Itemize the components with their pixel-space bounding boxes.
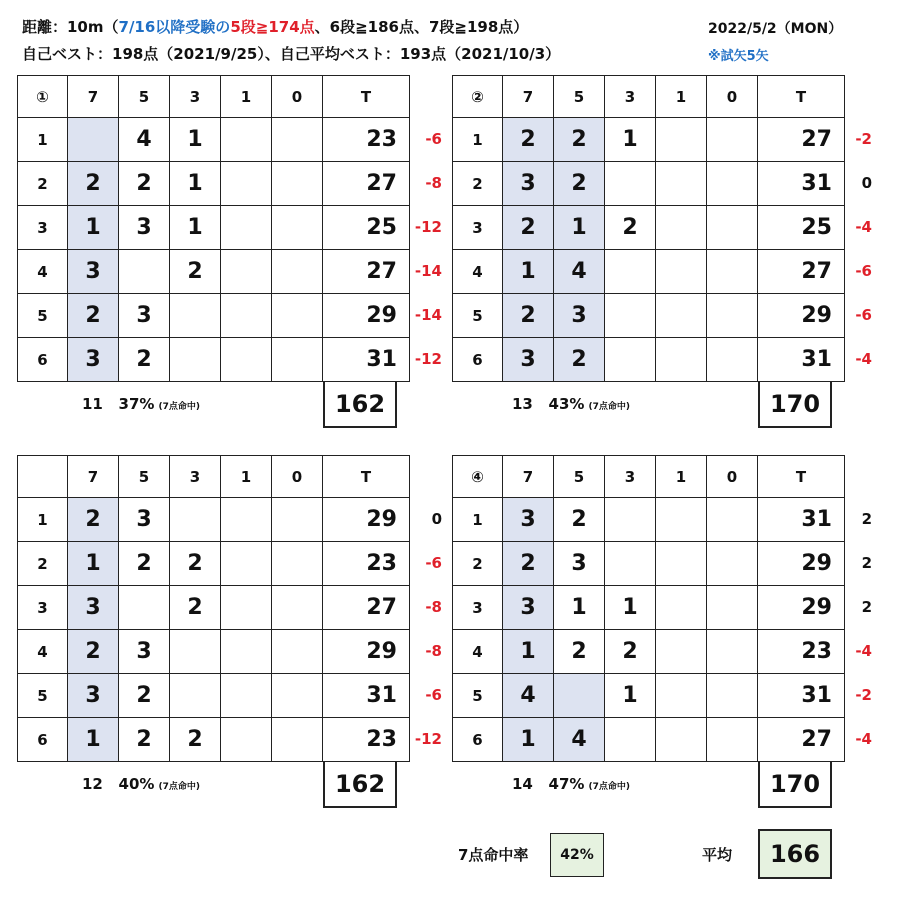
score-diff: -6 <box>425 130 442 148</box>
round-row <box>18 250 410 294</box>
round-number: 2 <box>18 162 68 206</box>
count-7: 3 <box>68 586 119 630</box>
count-3: 2 <box>605 206 656 250</box>
col-header-3: 3 <box>605 76 656 118</box>
count-5: 3 <box>119 498 170 542</box>
count-1 <box>221 294 272 338</box>
count-0 <box>707 542 758 586</box>
score-diff: -6 <box>425 554 442 572</box>
round-number: 3 <box>18 586 68 630</box>
round-total: 29 <box>758 542 845 586</box>
hit-stats <box>512 775 630 793</box>
count-0 <box>272 542 323 586</box>
score-diff: -8 <box>425 598 442 616</box>
round-row <box>18 542 410 586</box>
hit-note: (7点命中) <box>588 782 630 792</box>
count-3: 2 <box>170 542 221 586</box>
count-7: 3 <box>68 250 119 294</box>
round-number: 6 <box>18 338 68 382</box>
round-number: 3 <box>453 586 503 630</box>
count-1 <box>221 250 272 294</box>
count-5: 2 <box>119 162 170 206</box>
hit-stats <box>82 395 200 413</box>
round-total: 23 <box>323 542 410 586</box>
hit-percent: 40% <box>118 775 155 793</box>
sheet-total: 170 <box>758 762 832 808</box>
col-header-0: 0 <box>272 76 323 118</box>
score-diff: -14 <box>414 262 442 280</box>
round-total: 31 <box>758 674 845 718</box>
count-0 <box>707 674 758 718</box>
count-3 <box>605 294 656 338</box>
round-number: 5 <box>18 674 68 718</box>
hit-count: 12 <box>82 775 103 793</box>
count-3: 2 <box>170 718 221 762</box>
count-0 <box>707 586 758 630</box>
count-3 <box>170 294 221 338</box>
count-5: 2 <box>554 338 605 382</box>
count-5: 4 <box>119 118 170 162</box>
count-5: 2 <box>119 542 170 586</box>
col-header-3: 3 <box>170 456 221 498</box>
count-0 <box>272 498 323 542</box>
round-row <box>453 630 845 674</box>
round-row <box>453 206 845 250</box>
count-3: 2 <box>605 630 656 674</box>
round-total: 31 <box>323 674 410 718</box>
count-1 <box>656 586 707 630</box>
hit-count: 13 <box>512 395 533 413</box>
round-row <box>453 294 845 338</box>
count-7: 1 <box>503 630 554 674</box>
round-total: 29 <box>758 586 845 630</box>
col-header-0: 0 <box>707 456 758 498</box>
score-diff: -4 <box>855 218 872 236</box>
count-5 <box>119 250 170 294</box>
count-7: 1 <box>68 718 119 762</box>
count-7: 1 <box>68 542 119 586</box>
header-row <box>453 76 845 118</box>
round-total: 29 <box>323 630 410 674</box>
score-diff: 2 <box>861 510 872 528</box>
count-5: 2 <box>119 338 170 382</box>
round-total: 31 <box>758 338 845 382</box>
round-row <box>453 586 845 630</box>
count-1 <box>221 542 272 586</box>
session-date: 2022/5/2（MON） <box>708 21 843 37</box>
round-number: 3 <box>453 206 503 250</box>
col-header-5: 5 <box>554 456 605 498</box>
col-header-1: 1 <box>221 76 272 118</box>
count-7: 3 <box>503 162 554 206</box>
count-5: 4 <box>554 718 605 762</box>
count-7: 1 <box>503 250 554 294</box>
col-header-total: T <box>323 76 410 118</box>
round-total: 27 <box>323 162 410 206</box>
hit-stats <box>82 775 200 793</box>
score-diff: -8 <box>425 174 442 192</box>
round-total: 27 <box>323 250 410 294</box>
count-1 <box>221 118 272 162</box>
col-header-1: 1 <box>656 76 707 118</box>
round-total: 23 <box>323 118 410 162</box>
count-7: 3 <box>68 338 119 382</box>
count-7: 3 <box>68 674 119 718</box>
count-7: 2 <box>68 498 119 542</box>
round-number: 1 <box>18 498 68 542</box>
round-row <box>18 718 410 762</box>
count-5: 2 <box>554 162 605 206</box>
count-3 <box>170 630 221 674</box>
sheet-total: 162 <box>323 762 397 808</box>
count-3: 1 <box>170 206 221 250</box>
sheet-label: ② <box>453 76 503 118</box>
count-1 <box>656 294 707 338</box>
round-row <box>18 206 410 250</box>
count-0 <box>707 630 758 674</box>
round-total: 31 <box>758 498 845 542</box>
score-diff: -6 <box>425 686 442 704</box>
round-number: 6 <box>453 718 503 762</box>
round-row <box>453 542 845 586</box>
count-0 <box>272 586 323 630</box>
count-1 <box>221 206 272 250</box>
hit-count: 14 <box>512 775 533 793</box>
count-1 <box>656 718 707 762</box>
score-diff: -4 <box>855 730 872 748</box>
count-5: 3 <box>119 630 170 674</box>
sheet-label: ④ <box>453 456 503 498</box>
col-header-1: 1 <box>656 456 707 498</box>
count-1 <box>221 674 272 718</box>
score-diff: -12 <box>414 730 442 748</box>
count-0 <box>707 338 758 382</box>
score-diff: 2 <box>861 598 872 616</box>
exam-date-note: 7/16以降受験の <box>118 18 231 36</box>
count-0 <box>707 118 758 162</box>
col-header-5: 5 <box>119 76 170 118</box>
count-0 <box>272 630 323 674</box>
count-0 <box>707 162 758 206</box>
col-header-7: 7 <box>503 76 554 118</box>
score-sheet-3 <box>17 455 410 762</box>
round-number: 2 <box>18 542 68 586</box>
hit-percent: 43% <box>548 395 585 413</box>
count-7: 3 <box>503 498 554 542</box>
round-number: 3 <box>18 206 68 250</box>
count-3 <box>170 674 221 718</box>
round-number: 5 <box>453 294 503 338</box>
round-total: 31 <box>323 338 410 382</box>
count-3: 2 <box>170 586 221 630</box>
round-total: 23 <box>758 630 845 674</box>
round-number: 5 <box>18 294 68 338</box>
count-0 <box>707 294 758 338</box>
round-row <box>18 674 410 718</box>
round-row <box>18 630 410 674</box>
round-row <box>18 118 410 162</box>
round-row <box>453 250 845 294</box>
count-0 <box>272 718 323 762</box>
count-7: 2 <box>503 206 554 250</box>
sheet-label <box>18 456 68 498</box>
count-7: 2 <box>503 294 554 338</box>
count-0 <box>272 206 323 250</box>
count-3: 1 <box>605 118 656 162</box>
round-row <box>453 498 845 542</box>
count-7 <box>68 118 119 162</box>
col-header-7: 7 <box>68 456 119 498</box>
count-1 <box>656 206 707 250</box>
header-distance-line: 距離：10m（7/16以降受験の5段≧174点、6段≧186点、7段≧198点） <box>22 18 529 36</box>
count-5: 3 <box>554 294 605 338</box>
count-0 <box>707 206 758 250</box>
col-header-5: 5 <box>119 456 170 498</box>
round-number: 1 <box>453 118 503 162</box>
count-0 <box>272 250 323 294</box>
score-diff: 0 <box>431 510 442 528</box>
score-diff: -2 <box>855 686 872 704</box>
count-7: 4 <box>503 674 554 718</box>
count-0 <box>272 674 323 718</box>
round-total: 27 <box>758 118 845 162</box>
count-3: 1 <box>605 674 656 718</box>
round-number: 4 <box>18 630 68 674</box>
count-5: 1 <box>554 586 605 630</box>
count-5: 2 <box>554 118 605 162</box>
count-0 <box>272 294 323 338</box>
count-1 <box>656 162 707 206</box>
col-header-total: T <box>758 456 845 498</box>
count-5: 1 <box>554 206 605 250</box>
count-0 <box>707 250 758 294</box>
count-3 <box>605 250 656 294</box>
col-header-7: 7 <box>503 456 554 498</box>
count-3: 2 <box>170 250 221 294</box>
col-header-total: T <box>323 456 410 498</box>
godan-threshold: 5段≧174点 <box>230 18 315 36</box>
round-row <box>18 586 410 630</box>
count-5: 2 <box>119 674 170 718</box>
col-header-7: 7 <box>68 76 119 118</box>
round-row <box>18 498 410 542</box>
score-diff: -14 <box>414 306 442 324</box>
col-header-0: 0 <box>707 76 758 118</box>
round-total: 27 <box>758 718 845 762</box>
header-row <box>18 456 410 498</box>
col-header-3: 3 <box>605 456 656 498</box>
count-1 <box>221 630 272 674</box>
count-5: 2 <box>119 718 170 762</box>
hit-rate-value: 42% <box>550 833 604 877</box>
count-1 <box>656 250 707 294</box>
header-row <box>18 76 410 118</box>
round-number: 4 <box>453 630 503 674</box>
count-5: 4 <box>554 250 605 294</box>
sheet-label: ① <box>18 76 68 118</box>
col-header-5: 5 <box>554 76 605 118</box>
hit-note: (7点命中) <box>588 402 630 412</box>
count-5 <box>554 674 605 718</box>
hit-stats <box>512 395 630 413</box>
hit-count: 11 <box>82 395 103 413</box>
score-diff: -4 <box>855 350 872 368</box>
score-sheet-4 <box>452 455 845 762</box>
col-header-1: 1 <box>221 456 272 498</box>
count-5: 2 <box>554 498 605 542</box>
score-sheet-1 <box>17 75 410 382</box>
count-7: 1 <box>68 206 119 250</box>
count-3 <box>170 498 221 542</box>
count-5: 3 <box>119 294 170 338</box>
score-diff: -6 <box>855 306 872 324</box>
count-3: 1 <box>605 586 656 630</box>
score-diff: -6 <box>855 262 872 280</box>
count-0 <box>272 118 323 162</box>
count-1 <box>656 118 707 162</box>
round-row <box>453 162 845 206</box>
count-3 <box>605 338 656 382</box>
count-7: 2 <box>503 542 554 586</box>
round-number: 1 <box>18 118 68 162</box>
count-3 <box>605 162 656 206</box>
count-3 <box>170 338 221 382</box>
score-diff: 2 <box>861 554 872 572</box>
count-3 <box>605 718 656 762</box>
count-1 <box>656 498 707 542</box>
count-0 <box>707 718 758 762</box>
count-3: 1 <box>170 118 221 162</box>
hit-percent: 37% <box>118 395 155 413</box>
count-1 <box>656 630 707 674</box>
count-7: 3 <box>503 586 554 630</box>
round-total: 25 <box>323 206 410 250</box>
count-0 <box>707 498 758 542</box>
round-total: 25 <box>758 206 845 250</box>
round-number: 1 <box>453 498 503 542</box>
count-5: 3 <box>119 206 170 250</box>
hit-note: (7点命中) <box>158 782 200 792</box>
count-7: 2 <box>68 294 119 338</box>
count-0 <box>272 338 323 382</box>
count-7: 2 <box>68 162 119 206</box>
average-value: 166 <box>758 829 832 879</box>
count-5: 2 <box>554 630 605 674</box>
count-1 <box>221 718 272 762</box>
round-number: 4 <box>18 250 68 294</box>
round-number: 5 <box>453 674 503 718</box>
count-7: 2 <box>503 118 554 162</box>
round-total: 27 <box>323 586 410 630</box>
round-total: 29 <box>758 294 845 338</box>
count-1 <box>656 338 707 382</box>
score-diff: -12 <box>414 350 442 368</box>
round-row <box>18 294 410 338</box>
count-1 <box>656 674 707 718</box>
count-3 <box>605 498 656 542</box>
average-label: 平均 <box>702 846 733 864</box>
sheet-total: 170 <box>758 382 832 428</box>
round-row <box>453 118 845 162</box>
count-5: 3 <box>554 542 605 586</box>
warmup-note: ※試矢5矢 <box>708 49 769 64</box>
header-row <box>453 456 845 498</box>
round-row <box>18 338 410 382</box>
round-total: 29 <box>323 498 410 542</box>
score-diff: -12 <box>414 218 442 236</box>
count-3: 1 <box>170 162 221 206</box>
round-number: 6 <box>18 718 68 762</box>
count-1 <box>656 542 707 586</box>
round-number: 6 <box>453 338 503 382</box>
round-total: 27 <box>758 250 845 294</box>
col-header-total: T <box>758 76 845 118</box>
count-1 <box>221 162 272 206</box>
round-row <box>18 162 410 206</box>
round-number: 2 <box>453 162 503 206</box>
round-total: 29 <box>323 294 410 338</box>
count-7: 2 <box>68 630 119 674</box>
score-sheet-2 <box>452 75 845 382</box>
hit-rate-label: 7点命中率 <box>458 846 529 864</box>
count-3 <box>605 542 656 586</box>
round-row <box>453 674 845 718</box>
count-7: 1 <box>503 718 554 762</box>
count-1 <box>221 498 272 542</box>
col-header-0: 0 <box>272 456 323 498</box>
round-row <box>453 338 845 382</box>
round-number: 4 <box>453 250 503 294</box>
header-personal-best-line: 自己ベスト：198点（2021/9/25）、自己平均ベスト：193点（2021/10/3） <box>22 45 561 63</box>
count-1 <box>221 586 272 630</box>
round-number: 2 <box>453 542 503 586</box>
score-diff: 0 <box>861 174 872 192</box>
count-7: 3 <box>503 338 554 382</box>
score-diff: -8 <box>425 642 442 660</box>
count-0 <box>272 162 323 206</box>
hit-note: (7点命中) <box>158 402 200 412</box>
score-diff: -4 <box>855 642 872 660</box>
count-5 <box>119 586 170 630</box>
round-total: 23 <box>323 718 410 762</box>
count-1 <box>221 338 272 382</box>
round-row <box>453 718 845 762</box>
score-diff: -2 <box>855 130 872 148</box>
hit-percent: 47% <box>548 775 585 793</box>
sheet-total: 162 <box>323 382 397 428</box>
round-total: 31 <box>758 162 845 206</box>
col-header-3: 3 <box>170 76 221 118</box>
